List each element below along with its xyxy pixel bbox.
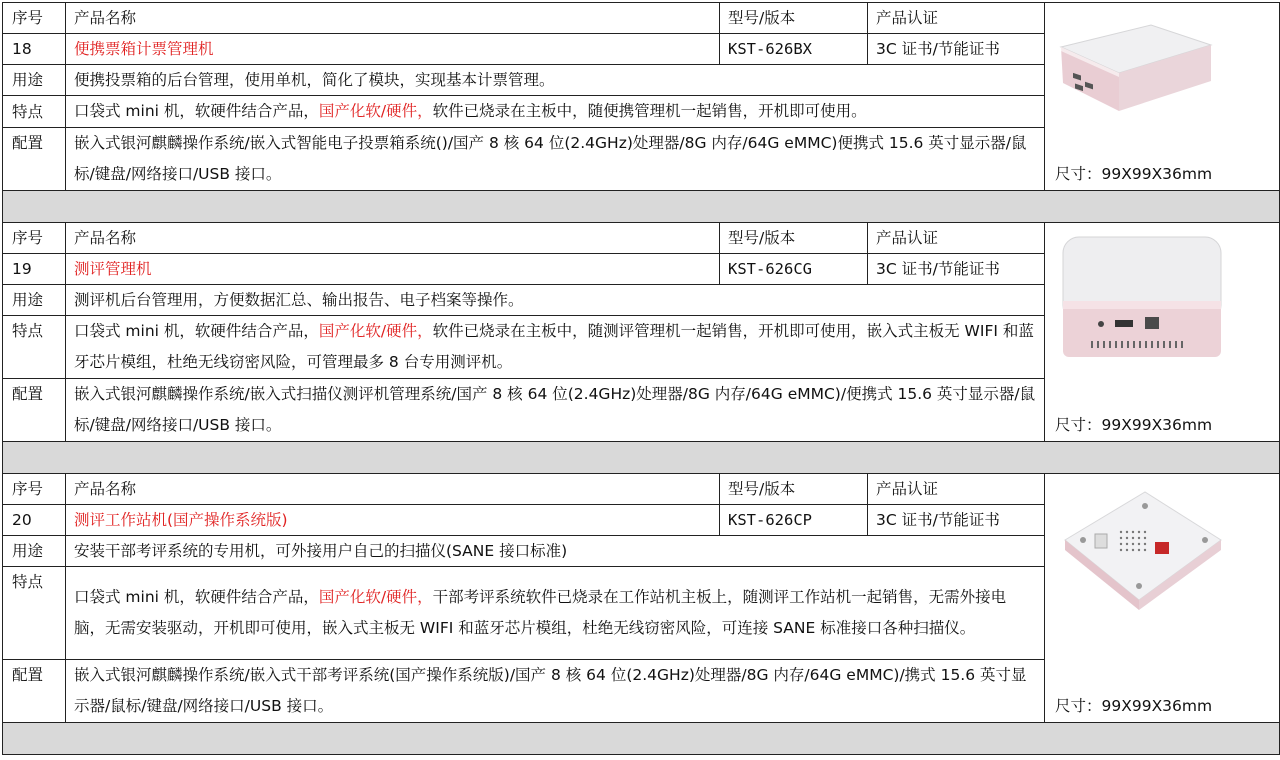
use-label: 用途 xyxy=(3,65,66,96)
mini-pc-device-image xyxy=(1051,231,1273,371)
feature-text-highlight: 国产化软/硬件， xyxy=(318,588,433,606)
model-value: KST-626CP xyxy=(720,505,868,536)
size-label: 尺寸：99X99X36mm xyxy=(1055,165,1213,183)
product-name: 测评工作站机(国产操作系统版) xyxy=(66,505,720,536)
config-text: 嵌入式银河麒麟操作系统/嵌入式扫描仪测评机管理系统/国产 8 核 64 位(2.4GHz)处理器/8G 内存/64G eMMC)/便携式 15.6 英寸显示器/鼠标/键盘/网络接口/USB 接口。 xyxy=(66,379,1045,442)
config-label: 配置 xyxy=(3,128,66,191)
header-name: 产品名称 xyxy=(66,3,720,34)
feature-text-post: 软件已烧录在主板中，随便携管理机一起销售，开机即可使用。 xyxy=(432,102,867,120)
header-cert: 产品认证 xyxy=(868,223,1045,254)
header-seq: 序号 xyxy=(3,3,66,34)
feature-text-post: 干部考评系统软件已烧录在工作站机主板上，随测评工作站机一起销售，无需外接电脑，无需安装驱动，开机即可使用，嵌入式主板无 WIFI 和蓝牙芯片模组，杜绝无线窃密风险，可连接 SANE 标准接口各种扫描仪。 xyxy=(74,588,1007,637)
feature-label: 特点 xyxy=(3,567,66,660)
header-model: 型号/版本 xyxy=(720,474,868,505)
seq-value: 20 xyxy=(3,505,66,536)
seq-value: 18 xyxy=(3,34,66,65)
separator-row xyxy=(3,723,1280,755)
use-text: 安装干部考评系统的专用机，可外接用户自己的扫描仪(SANE 接口标准) xyxy=(66,536,1045,567)
product-image-cell xyxy=(1045,474,1280,723)
separator-bar xyxy=(3,191,1280,223)
header-seq: 序号 xyxy=(3,474,66,505)
config-text: 嵌入式银河麒麟操作系统/嵌入式智能电子投票箱系统()/国产 8 核 64 位(2.4GHz)处理器/8G 内存/64G eMMC)便携式 15.6 英寸显示器/鼠标/键盘/网络接口/USB 接口。 xyxy=(66,128,1045,191)
feature-text-highlight: 国产化软/硬件， xyxy=(318,102,433,120)
product-image-cell xyxy=(1045,223,1280,442)
product-sheet xyxy=(2,2,1279,755)
header-row xyxy=(3,3,1280,34)
feature-text xyxy=(66,567,1045,660)
cert-value: 3C 证书/节能证书 xyxy=(868,34,1045,65)
header-row xyxy=(3,474,1280,505)
header-model: 型号/版本 xyxy=(720,3,868,34)
product-image-cell xyxy=(1045,3,1280,191)
header-row xyxy=(3,223,1280,254)
feature-text-pre: 口袋式 mini 机，软硬件结合产品， xyxy=(74,102,319,120)
size-label: 尺寸：99X99X36mm xyxy=(1055,416,1213,434)
header-cert: 产品认证 xyxy=(868,3,1045,34)
separator-bar xyxy=(3,442,1280,474)
feature-text-pre: 口袋式 mini 机，软硬件结合产品， xyxy=(74,322,319,340)
feature-label: 特点 xyxy=(3,316,66,379)
product-table xyxy=(2,2,1280,755)
use-label: 用途 xyxy=(3,536,66,567)
feature-text xyxy=(66,316,1045,379)
product-name: 测评管理机 xyxy=(66,254,720,285)
config-label: 配置 xyxy=(3,379,66,442)
cert-value: 3C 证书/节能证书 xyxy=(868,505,1045,536)
config-label: 配置 xyxy=(3,660,66,723)
separator-row xyxy=(3,191,1280,223)
use-label: 用途 xyxy=(3,285,66,316)
model-value: KST-626BX xyxy=(720,34,868,65)
size-label: 尺寸：99X99X36mm xyxy=(1055,697,1213,715)
product-name: 便携票箱计票管理机 xyxy=(66,34,720,65)
use-text: 测评机后台管理用，方便数据汇总、输出报告、电子档案等操作。 xyxy=(66,285,1045,316)
mini-pc-device-image xyxy=(1051,11,1273,141)
header-model: 型号/版本 xyxy=(720,223,868,254)
feature-text-post: 软件已烧录在主板中，随测评管理机一起销售，开机即可使用，嵌入式主板无 WIFI 和蓝牙芯片模组，杜绝无线窃密风险，可管理最多 8 台专用测评机。 xyxy=(74,322,1034,371)
use-text: 便携投票箱的后台管理，使用单机，简化了模块，实现基本计票管理。 xyxy=(66,65,1045,96)
header-name: 产品名称 xyxy=(66,223,720,254)
mini-pc-device-image xyxy=(1051,482,1273,627)
feature-text xyxy=(66,96,1045,128)
separator-bar xyxy=(3,723,1280,755)
header-seq: 序号 xyxy=(3,223,66,254)
feature-text-highlight: 国产化软/硬件， xyxy=(318,322,433,340)
header-name: 产品名称 xyxy=(66,474,720,505)
header-cert: 产品认证 xyxy=(868,474,1045,505)
config-text: 嵌入式银河麒麟操作系统/嵌入式干部考评系统(国产操作系统版)/国产 8 核 64 位(2.4GHz)处理器/8G 内存/64G eMMC)/携式 15.6 英寸显示器/鼠标/键盘/网络接口/USB 接口。 xyxy=(66,660,1045,723)
feature-label: 特点 xyxy=(3,96,66,128)
model-value: KST-626CG xyxy=(720,254,868,285)
cert-value: 3C 证书/节能证书 xyxy=(868,254,1045,285)
feature-text-pre: 口袋式 mini 机，软硬件结合产品， xyxy=(74,588,319,606)
separator-row xyxy=(3,442,1280,474)
seq-value: 19 xyxy=(3,254,66,285)
